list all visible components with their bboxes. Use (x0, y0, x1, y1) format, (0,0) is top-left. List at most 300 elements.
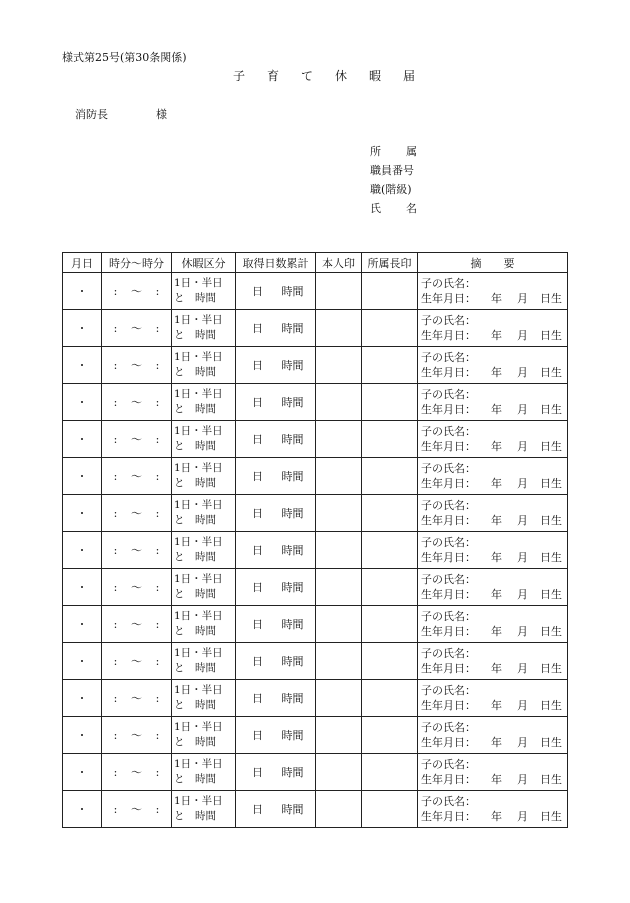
total-day-label: 日 (252, 766, 263, 779)
header-cumulative-days: 取得日数累計 (236, 253, 316, 273)
leave-type-line2: と 時間 (174, 699, 216, 711)
time-colon: : (113, 359, 118, 372)
date-cell[interactable] (63, 680, 102, 717)
date-separator: ・ (76, 655, 88, 668)
time-range-cell[interactable] (102, 310, 172, 347)
birth-year-label: 年 (491, 440, 502, 453)
birth-year-label: 年 (491, 736, 502, 749)
cumulative-days-cell[interactable] (236, 310, 316, 347)
remarks-cell[interactable] (418, 791, 568, 828)
leave-type-cell[interactable] (172, 310, 236, 347)
supervisor-seal-cell[interactable] (362, 273, 418, 310)
total-hour-label: 時間 (281, 433, 304, 446)
header-remarks: 摘 要 (418, 253, 568, 273)
birth-date-line (421, 698, 567, 713)
leave-type-cell[interactable] (172, 384, 236, 421)
total-day-label: 日 (252, 544, 263, 557)
leave-type-cell[interactable] (172, 495, 236, 532)
leave-type-line2: と 時間 (174, 736, 216, 748)
remarks-cell[interactable] (418, 532, 568, 569)
child-name-label: 子の氏名： (421, 758, 476, 771)
child-name-label: 子の氏名： (421, 573, 476, 586)
date-separator: ・ (76, 433, 88, 446)
birth-year-label: 年 (491, 773, 502, 786)
leave-record-table (62, 252, 568, 828)
cumulative-days-cell[interactable] (236, 643, 316, 680)
leave-type-line2: と 時間 (174, 403, 216, 415)
total-hour-label: 時間 (281, 285, 304, 298)
supervisor-seal-cell[interactable] (362, 680, 418, 717)
birth-day-label: 日生 (540, 551, 562, 564)
time-colon: : (155, 285, 160, 298)
supervisor-seal-cell[interactable] (362, 347, 418, 384)
cumulative-days-cell[interactable] (236, 347, 316, 384)
birth-year-label: 年 (491, 403, 502, 416)
child-name-label: 子の氏名： (421, 462, 476, 475)
supervisor-seal-cell[interactable] (362, 569, 418, 606)
birth-day-label: 日生 (540, 699, 562, 712)
addressee: 消防長 (75, 108, 108, 121)
birth-month-label: 月 (517, 551, 528, 564)
total-hour-label: 時間 (281, 655, 304, 668)
time-tilde: ～ (131, 322, 142, 335)
header-leave-type: 休暇区分 (172, 253, 236, 273)
time-tilde: ～ (131, 581, 142, 594)
leave-type-line2: と 時間 (174, 773, 216, 785)
birth-year-label: 年 (491, 588, 502, 601)
birth-date-label: 生年月日： (421, 514, 476, 527)
supervisor-seal-cell[interactable] (362, 606, 418, 643)
remarks-cell[interactable] (418, 347, 568, 384)
cumulative-days-cell[interactable] (236, 273, 316, 310)
table-row (63, 495, 568, 532)
birth-day-label: 日生 (540, 588, 562, 601)
header-date: 月日 (63, 253, 102, 273)
total-hour-label: 時間 (281, 803, 304, 816)
time-tilde: ～ (131, 396, 142, 409)
birth-date-line (421, 661, 567, 676)
time-range-cell[interactable] (102, 754, 172, 791)
date-cell[interactable] (63, 384, 102, 421)
personal-seal-cell[interactable] (316, 569, 362, 606)
cumulative-days-cell[interactable] (236, 717, 316, 754)
date-separator: ・ (76, 322, 88, 335)
personal-seal-cell[interactable] (316, 791, 362, 828)
personal-seal-cell[interactable] (316, 643, 362, 680)
leave-type-cell[interactable] (172, 421, 236, 458)
date-cell[interactable] (63, 495, 102, 532)
date-cell[interactable] (63, 273, 102, 310)
total-day-label: 日 (252, 618, 263, 631)
total-hour-label: 時間 (281, 470, 304, 483)
leave-type-cell[interactable] (172, 643, 236, 680)
birth-month-label: 月 (517, 477, 528, 490)
birth-month-label: 月 (517, 403, 528, 416)
birth-day-label: 日生 (540, 440, 562, 453)
time-tilde: ～ (131, 359, 142, 372)
time-tilde: ～ (131, 618, 142, 631)
supervisor-seal-cell[interactable] (362, 458, 418, 495)
total-day-label: 日 (252, 655, 263, 668)
title-char: 休 (334, 69, 347, 83)
birth-day-label: 日生 (540, 366, 562, 379)
affiliation-char: 所 (370, 145, 381, 158)
leave-type-cell[interactable] (172, 606, 236, 643)
supervisor-seal-cell[interactable] (362, 310, 418, 347)
table-row (63, 384, 568, 421)
child-name-label: 子の氏名： (421, 425, 476, 438)
personal-seal-cell[interactable] (316, 310, 362, 347)
time-range-cell[interactable] (102, 606, 172, 643)
total-day-label: 日 (252, 359, 263, 372)
supervisor-seal-cell[interactable] (362, 421, 418, 458)
leave-type-line2: と 時間 (174, 514, 216, 526)
table-row (63, 310, 568, 347)
position-label: 職(階級) (370, 183, 412, 196)
time-colon: : (155, 618, 160, 631)
total-day-label: 日 (252, 396, 263, 409)
supervisor-seal-cell[interactable] (362, 791, 418, 828)
time-colon: : (155, 544, 160, 557)
birth-date-line (421, 809, 567, 824)
birth-date-label: 生年月日： (421, 329, 476, 342)
employee-number-label: 職員番号 (370, 164, 414, 177)
time-range-cell[interactable] (102, 421, 172, 458)
date-separator: ・ (76, 470, 88, 483)
leave-type-line1: 1日・半日 (174, 795, 223, 807)
leave-type-line2: と 時間 (174, 366, 216, 378)
total-day-label: 日 (252, 285, 263, 298)
remarks-cell[interactable] (418, 384, 568, 421)
time-colon: : (155, 433, 160, 446)
date-cell[interactable] (63, 569, 102, 606)
leave-type-cell[interactable] (172, 680, 236, 717)
time-colon: : (155, 766, 160, 779)
cumulative-days-cell[interactable] (236, 754, 316, 791)
birth-year-label: 年 (491, 662, 502, 675)
time-colon: : (113, 581, 118, 594)
date-cell[interactable] (63, 458, 102, 495)
leave-type-cell[interactable] (172, 273, 236, 310)
date-separator: ・ (76, 396, 88, 409)
time-colon: : (113, 729, 118, 742)
leave-type-line1: 1日・半日 (174, 351, 223, 363)
birth-year-label: 年 (491, 810, 502, 823)
cumulative-days-cell[interactable] (236, 791, 316, 828)
time-range-cell[interactable] (102, 532, 172, 569)
birth-date-label: 生年月日： (421, 699, 476, 712)
table-row (63, 643, 568, 680)
leave-type-line2: と 時間 (174, 477, 216, 489)
table-row (63, 606, 568, 643)
personal-seal-cell[interactable] (316, 458, 362, 495)
total-day-label: 日 (252, 729, 263, 742)
time-colon: : (113, 285, 118, 298)
date-separator: ・ (76, 359, 88, 372)
name-char: 氏 (370, 202, 381, 215)
date-cell[interactable] (63, 310, 102, 347)
time-range-cell[interactable] (102, 458, 172, 495)
supervisor-seal-cell[interactable] (362, 643, 418, 680)
cumulative-days-cell[interactable] (236, 421, 316, 458)
personal-seal-cell[interactable] (316, 754, 362, 791)
birth-month-label: 月 (517, 292, 528, 305)
time-colon: : (155, 322, 160, 335)
birth-date-line (421, 402, 567, 417)
time-tilde: ～ (131, 544, 142, 557)
birth-year-label: 年 (491, 477, 502, 490)
table-row (63, 273, 568, 310)
time-tilde: ～ (131, 507, 142, 520)
birth-date-label: 生年月日： (421, 773, 476, 786)
birth-date-line (421, 772, 567, 787)
supervisor-seal-cell[interactable] (362, 717, 418, 754)
time-colon: : (113, 322, 118, 335)
leave-type-line2: と 時間 (174, 588, 216, 600)
remarks-cell[interactable] (418, 606, 568, 643)
addressee-honorific: 様 (156, 108, 167, 121)
title-char: て (300, 69, 313, 83)
birth-date-label: 生年月日： (421, 736, 476, 749)
birth-date-label: 生年月日： (421, 292, 476, 305)
total-hour-label: 時間 (281, 581, 304, 594)
date-cell[interactable] (63, 347, 102, 384)
leave-type-cell[interactable] (172, 791, 236, 828)
total-day-label: 日 (252, 507, 263, 520)
cumulative-days-cell[interactable] (236, 569, 316, 606)
leave-type-line1: 1日・半日 (174, 499, 223, 511)
personal-seal-cell[interactable] (316, 384, 362, 421)
birth-day-label: 日生 (540, 329, 562, 342)
remarks-cell[interactable] (418, 717, 568, 754)
time-tilde: ～ (131, 766, 142, 779)
time-range-cell[interactable] (102, 643, 172, 680)
leave-type-line1: 1日・半日 (174, 314, 223, 326)
date-cell[interactable] (63, 606, 102, 643)
time-colon: : (155, 655, 160, 668)
remarks-cell[interactable] (418, 569, 568, 606)
birth-date-line (421, 291, 567, 306)
birth-year-label: 年 (491, 292, 502, 305)
remarks-cell[interactable] (418, 458, 568, 495)
time-colon: : (113, 692, 118, 705)
table-header-row (63, 253, 568, 273)
leave-type-line1: 1日・半日 (174, 684, 223, 696)
table-row (63, 458, 568, 495)
total-day-label: 日 (252, 803, 263, 816)
affiliation-char: 属 (406, 145, 417, 158)
total-day-label: 日 (252, 581, 263, 594)
birth-date-line (421, 513, 567, 528)
cumulative-days-cell[interactable] (236, 384, 316, 421)
table-row (63, 754, 568, 791)
remarks-cell[interactable] (418, 310, 568, 347)
date-separator: ・ (76, 803, 88, 816)
birth-month-label: 月 (517, 329, 528, 342)
date-cell[interactable] (63, 532, 102, 569)
birth-year-label: 年 (491, 625, 502, 638)
date-cell[interactable] (63, 791, 102, 828)
personal-seal-cell[interactable] (316, 495, 362, 532)
personal-seal-cell[interactable] (316, 717, 362, 754)
birth-date-line (421, 735, 567, 750)
supervisor-seal-cell[interactable] (362, 754, 418, 791)
time-colon: : (113, 507, 118, 520)
cumulative-days-cell[interactable] (236, 680, 316, 717)
leave-type-line2: と 時間 (174, 329, 216, 341)
time-range-cell[interactable] (102, 273, 172, 310)
date-separator: ・ (76, 285, 88, 298)
birth-month-label: 月 (517, 662, 528, 675)
child-name-label: 子の氏名： (421, 536, 476, 549)
remarks-cell[interactable] (418, 680, 568, 717)
time-colon: : (155, 729, 160, 742)
remarks-cell[interactable] (418, 421, 568, 458)
birth-date-label: 生年月日： (421, 625, 476, 638)
cumulative-days-cell[interactable] (236, 606, 316, 643)
time-colon: : (113, 618, 118, 631)
time-colon: : (155, 359, 160, 372)
total-day-label: 日 (252, 322, 263, 335)
date-separator: ・ (76, 544, 88, 557)
time-colon: : (113, 433, 118, 446)
name-char: 名 (406, 202, 417, 215)
title-char: 育 (266, 69, 279, 83)
child-name-label: 子の氏名： (421, 388, 476, 401)
birth-month-label: 月 (517, 514, 528, 527)
date-cell[interactable] (63, 717, 102, 754)
total-hour-label: 時間 (281, 618, 304, 631)
birth-date-line (421, 624, 567, 639)
supervisor-seal-cell[interactable] (362, 384, 418, 421)
birth-day-label: 日生 (540, 810, 562, 823)
supervisor-seal-cell[interactable] (362, 495, 418, 532)
time-range-cell[interactable] (102, 680, 172, 717)
remarks-cell[interactable] (418, 495, 568, 532)
leave-type-line2: と 時間 (174, 625, 216, 637)
birth-date-line (421, 476, 567, 491)
leave-type-line1: 1日・半日 (174, 277, 223, 289)
leave-type-cell[interactable] (172, 458, 236, 495)
remarks-cell[interactable] (418, 643, 568, 680)
table-row (63, 347, 568, 384)
birth-month-label: 月 (517, 588, 528, 601)
time-tilde: ～ (131, 285, 142, 298)
supervisor-seal-cell[interactable] (362, 532, 418, 569)
child-name-label: 子の氏名： (421, 721, 476, 734)
leave-type-line2: と 時間 (174, 810, 216, 822)
title-char: 子 (232, 69, 245, 83)
child-name-label: 子の氏名： (421, 351, 476, 364)
personal-seal-cell[interactable] (316, 273, 362, 310)
child-name-label: 子の氏名： (421, 314, 476, 327)
table-row (63, 421, 568, 458)
name-label (370, 200, 417, 216)
time-range-cell[interactable] (102, 569, 172, 606)
total-day-label: 日 (252, 692, 263, 705)
leave-type-line1: 1日・半日 (174, 721, 223, 733)
time-range-cell[interactable] (102, 495, 172, 532)
personal-seal-cell[interactable] (316, 532, 362, 569)
total-hour-label: 時間 (281, 396, 304, 409)
time-colon: : (155, 692, 160, 705)
date-cell[interactable] (63, 754, 102, 791)
cumulative-days-cell[interactable] (236, 532, 316, 569)
form-number: 様式第25号(第30条関係) (62, 51, 187, 64)
birth-month-label: 月 (517, 773, 528, 786)
time-colon: : (155, 581, 160, 594)
total-day-label: 日 (252, 470, 263, 483)
birth-month-label: 月 (517, 736, 528, 749)
leave-type-line1: 1日・半日 (174, 462, 223, 474)
date-cell[interactable] (63, 421, 102, 458)
personal-seal-cell[interactable] (316, 421, 362, 458)
total-hour-label: 時間 (281, 766, 304, 779)
time-range-cell[interactable] (102, 347, 172, 384)
birth-date-line (421, 550, 567, 565)
birth-date-label: 生年月日： (421, 477, 476, 490)
birth-month-label: 月 (517, 366, 528, 379)
child-name-label: 子の氏名： (421, 610, 476, 623)
form-title (222, 67, 426, 84)
leave-type-cell[interactable] (172, 532, 236, 569)
date-separator: ・ (76, 618, 88, 631)
cumulative-days-cell[interactable] (236, 495, 316, 532)
birth-day-label: 日生 (540, 514, 562, 527)
time-colon: : (155, 470, 160, 483)
time-range-cell[interactable] (102, 717, 172, 754)
birth-year-label: 年 (491, 514, 502, 527)
leave-type-cell[interactable] (172, 569, 236, 606)
child-name-label: 子の氏名： (421, 277, 476, 290)
total-hour-label: 時間 (281, 729, 304, 742)
birth-date-label: 生年月日： (421, 440, 476, 453)
birth-month-label: 月 (517, 810, 528, 823)
cumulative-days-cell[interactable] (236, 458, 316, 495)
birth-date-label: 生年月日： (421, 810, 476, 823)
time-range-cell[interactable] (102, 384, 172, 421)
leave-type-line1: 1日・半日 (174, 536, 223, 548)
birth-year-label: 年 (491, 329, 502, 342)
leave-type-cell[interactable] (172, 717, 236, 754)
leave-type-cell[interactable] (172, 754, 236, 791)
time-tilde: ～ (131, 729, 142, 742)
leave-type-line2: と 時間 (174, 551, 216, 563)
personal-seal-cell[interactable] (316, 606, 362, 643)
birth-year-label: 年 (491, 551, 502, 564)
child-name-label: 子の氏名： (421, 795, 476, 808)
remarks-cell[interactable] (418, 754, 568, 791)
remarks-cell[interactable] (418, 273, 568, 310)
date-separator: ・ (76, 729, 88, 742)
birth-day-label: 日生 (540, 477, 562, 490)
birth-day-label: 日生 (540, 292, 562, 305)
birth-date-label: 生年月日： (421, 366, 476, 379)
time-colon: : (155, 507, 160, 520)
date-cell[interactable] (63, 643, 102, 680)
personal-seal-cell[interactable] (316, 680, 362, 717)
time-range-cell[interactable] (102, 791, 172, 828)
birth-day-label: 日生 (540, 736, 562, 749)
time-colon: : (113, 803, 118, 816)
time-tilde: ～ (131, 803, 142, 816)
birth-year-label: 年 (491, 366, 502, 379)
birth-date-label: 生年月日： (421, 403, 476, 416)
leave-type-cell[interactable] (172, 347, 236, 384)
personal-seal-cell[interactable] (316, 347, 362, 384)
date-separator: ・ (76, 692, 88, 705)
time-tilde: ～ (131, 692, 142, 705)
